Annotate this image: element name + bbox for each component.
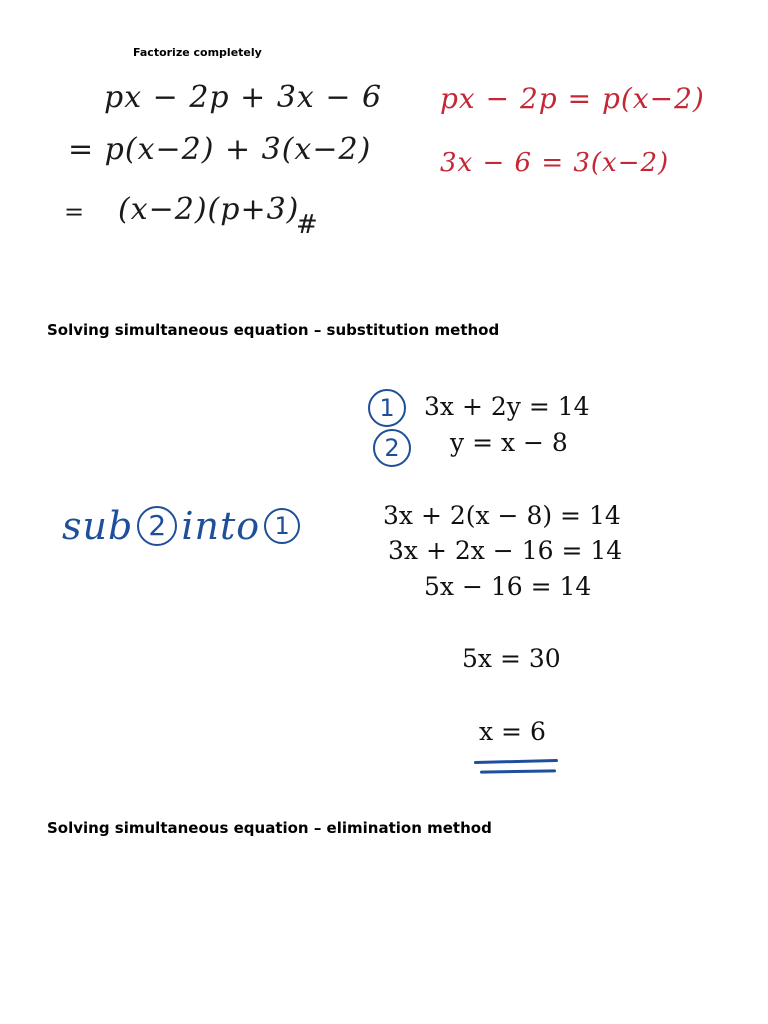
factorize-line-3: (x−2)(p+3) bbox=[118, 192, 300, 227]
hash-mark: # bbox=[296, 210, 319, 240]
step-5: x = 6 bbox=[479, 717, 546, 746]
eq1-number-circle bbox=[368, 389, 406, 427]
into-word: into bbox=[181, 504, 261, 548]
sub-word: sub bbox=[62, 504, 134, 548]
substitution-heading: Solving simultaneous equation – substitution method bbox=[47, 321, 500, 339]
sub-into-note bbox=[62, 504, 300, 548]
eq2-number-circle bbox=[373, 429, 411, 467]
circled-number-1: 1 bbox=[368, 389, 406, 427]
red-note-2: 3x − 6 = 3(x−2) bbox=[440, 148, 670, 178]
circled-number-2-note: 2 bbox=[137, 506, 177, 546]
factorize-line-3-equals: = bbox=[64, 198, 86, 226]
equation-1: 3x + 2y = 14 bbox=[424, 392, 590, 421]
factorize-title: Factorize completely bbox=[133, 46, 262, 59]
equation-2: y = x − 8 bbox=[450, 428, 568, 457]
step-3: 5x − 16 = 14 bbox=[424, 572, 592, 601]
red-note-1: px − 2p = p(x−2) bbox=[440, 82, 705, 115]
step-1: 3x + 2(x − 8) = 14 bbox=[383, 501, 621, 530]
factorize-line-1: px − 2p + 3x − 6 bbox=[104, 80, 383, 115]
step-2: 3x + 2x − 16 = 14 bbox=[388, 536, 623, 565]
answer-underline-top bbox=[474, 759, 558, 764]
answer-underline-bottom bbox=[480, 769, 556, 773]
step-4: 5x = 30 bbox=[462, 644, 561, 673]
elimination-heading: Solving simultaneous equation – elimination method bbox=[47, 819, 492, 837]
circled-number-1-note: 1 bbox=[264, 508, 300, 544]
circled-number-2: 2 bbox=[373, 429, 411, 467]
factorize-line-2: = p(x−2) + 3(x−2) bbox=[68, 132, 372, 167]
